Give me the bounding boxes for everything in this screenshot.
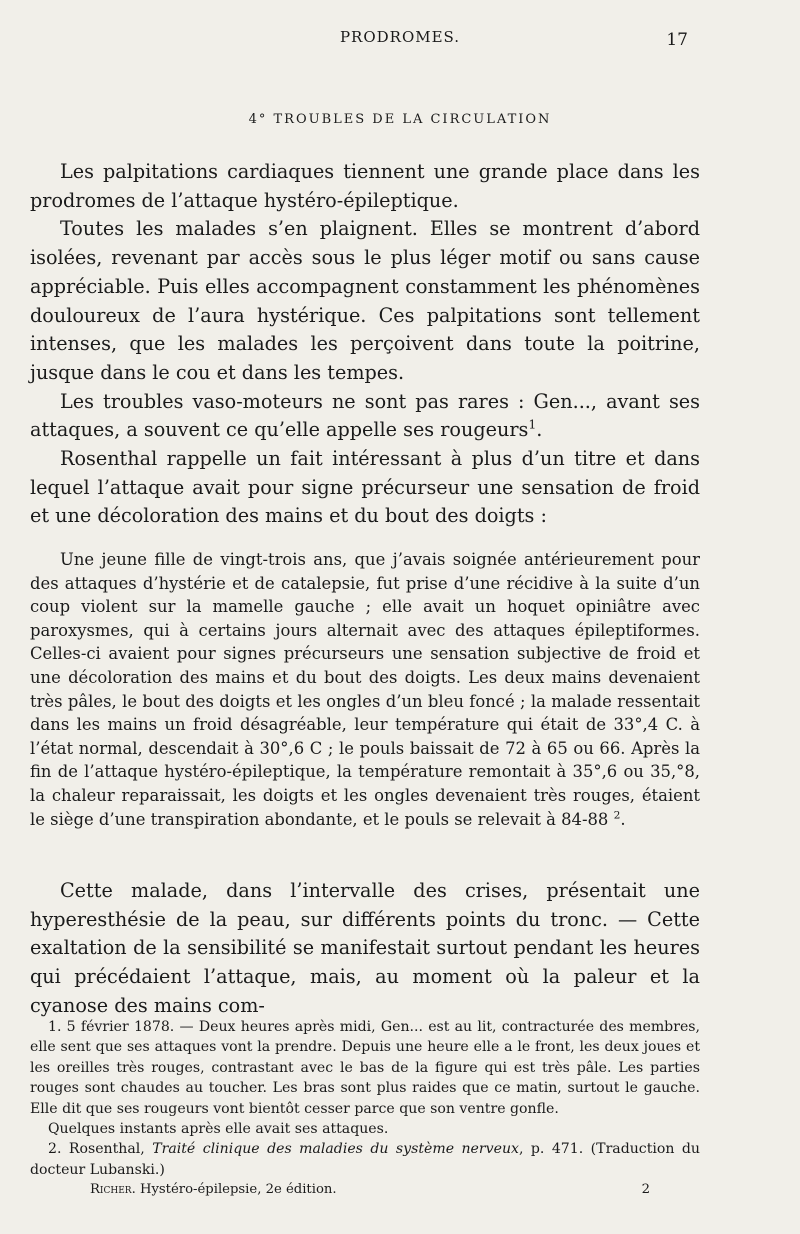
footnote-1-continued: Quelques instants après elle avait ses attaques. bbox=[48, 1121, 389, 1138]
section-title: 4° TROUBLES DE LA CIRCULATION bbox=[248, 112, 552, 127]
footnote-2-suffix: , p. 471. (Traduction du docteur Lubanski.) bbox=[30, 1141, 700, 1178]
page-footer bbox=[90, 1182, 650, 1197]
quote-text: Une jeune fille de vingt-trois ans, que j’avais soignée antérieurement pour des attaques d’hystérie et de catalepsie, fut prise d’une récidive à la suite d’un coup violent sur la mamelle gauche ; elle avait un hoquet opiniâtre avec paroxysmes, qui à certains jours alternait avec des attaques épileptiformes. Celles-ci avaient pour signes précurseurs une sensation subjective de froid et une décoloration des mains et du bout des doigts. Les deux mains devenaient très pâles, le bout des doigts et les ongles d’un bleu foncé ; la malade ressentait dans les mains un froid désagréable, leur température qui était de 33°,4 C. à l’état normal, descendait à 30°,6 C ; le pouls baissait de 72 à 65 ou 66. Après la fin de l’attaque hystéro-épileptique, la température remontait à 35°,6 ou 35,°8, la chaleur reparaissait, les doigts et les ongles devenaient très rouges, étaient le siège d’une transpiration abondante, et le pouls se relevait à 84-88 bbox=[30, 550, 700, 829]
paragraph-rosenthal: Rosenthal rappelle un fait intéressant à plus d’un titre et dans lequel l’attaque avait pour signe précurseur une sensation de froid et une décoloration des mains et du bout des doigts : bbox=[30, 447, 700, 528]
paragraph-palpitations: Les palpitations cardiaques tiennent une grande place dans les prodromes de l’attaque hystéro-épileptique. bbox=[30, 160, 700, 212]
signature-mark: 2 bbox=[641, 1182, 650, 1197]
quote-end: . bbox=[620, 809, 626, 829]
page-number: 17 bbox=[666, 30, 688, 50]
footnote-2 bbox=[30, 1139, 700, 1180]
running-head: PRODROMES. bbox=[339, 28, 461, 46]
footnote-2-title: Traité clinique des maladies du système nerveux bbox=[152, 1141, 519, 1158]
paragraph-vaso-moteurs-end: . bbox=[536, 418, 543, 442]
quote-paragraph bbox=[30, 548, 700, 831]
footnote-2-prefix: 2. Rosenthal, bbox=[48, 1141, 153, 1158]
paragraph-vaso-moteurs bbox=[30, 388, 700, 445]
body-text-lower bbox=[30, 877, 700, 1021]
footnote-ref-2: 2 bbox=[613, 808, 621, 822]
footnote-ref-1: 1 bbox=[528, 416, 537, 432]
paragraph-plaintes: Toutes les malades s’en plaignent. Elles se montrent d’abord isolées, revenant par accès sous le plus léger motif ou sans cause appréciable. Puis elles accompagnent constamment les phénomènes douloureux de l’aura hystérique. Ces palpitations sont tellement intenses, que les malades les perçoivent dans toute la poitrine, jusque dans le cou et dans les tempes. bbox=[30, 217, 700, 384]
footer-author: Richer bbox=[90, 1182, 132, 1197]
footer-book: . Hystéro-épilepsie, 2e édition. bbox=[131, 1182, 337, 1197]
block-quote bbox=[30, 548, 700, 831]
body-text-upper bbox=[30, 158, 700, 531]
paragraph-hyperesthesie: Cette malade, dans l’intervalle des crises, présentait une hyperesthésie de la peau, sur différents points du tronc. — Cette exaltation de la sensibilité se manifestait surtout pendant les heures qui précédaient l’attaque, mais, au moment où la paleur et la cyanose des mains com- bbox=[30, 879, 700, 1017]
paragraph-vaso-moteurs-text: Les troubles vaso-moteurs ne sont pas rares : Gen..., avant ses attaques, a souvent ce qu’elle appelle ses rougeurs bbox=[30, 389, 700, 442]
footnotes bbox=[30, 1017, 700, 1180]
footnote-1: 1. 5 février 1878. — Deux heures après midi, Gen... est au lit, contracturée des membres, elle sent que ses attaques vont la prendre. Depuis une heure elle a le front, les deux joues et les oreilles très rouges, contrastant avec le bas de la figure qui est très pâle. Les parties rouges sont chaudes au toucher. Les bras sont plus raides que ce matin, surtout le gauche. Elle dit que ses rougeurs vont bientôt cesser parce que son ventre gonfle. bbox=[30, 1019, 700, 1117]
